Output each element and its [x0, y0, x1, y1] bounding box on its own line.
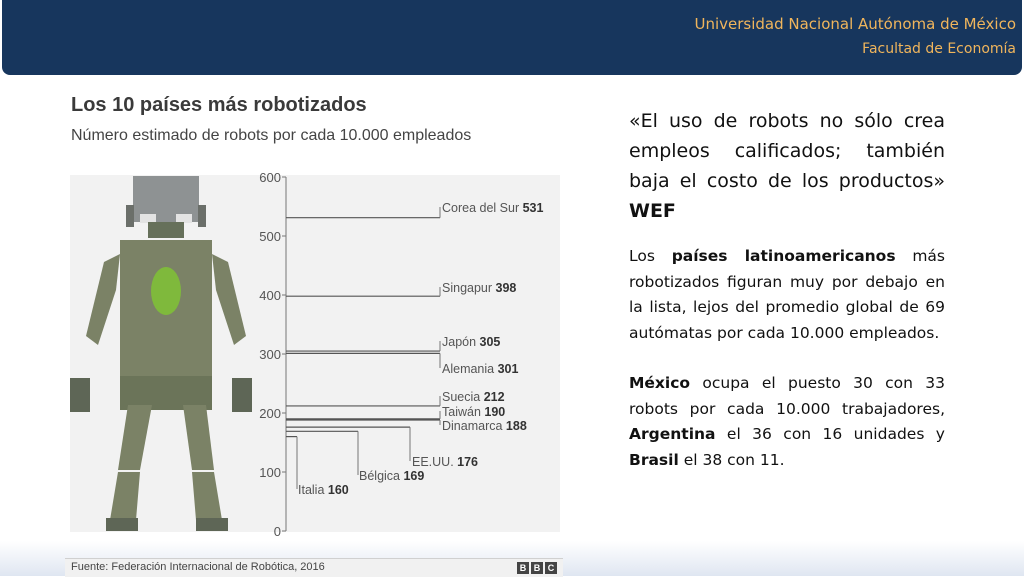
countries-text-1: ocupa el puesto 30 con 33 robots por cada 10.000 trabajadores,: [629, 374, 945, 418]
country-value: 398: [495, 281, 517, 295]
country-value: 176: [457, 455, 479, 469]
country-value: 190: [484, 405, 506, 419]
countries-text-2: el 36 con 16 unidades y: [715, 425, 945, 443]
y-tick-label: 100: [259, 465, 281, 480]
chart-title: Los 10 países más robotizados: [71, 94, 367, 116]
robot-illustration-icon: [70, 176, 252, 531]
wef-quote: [629, 106, 945, 226]
latam-text-1: Los: [629, 247, 672, 265]
y-tick-label: 400: [259, 288, 281, 303]
country-name: Corea del Sur: [442, 201, 523, 215]
country-name: Japón: [442, 335, 480, 349]
quote-author: WEF: [629, 200, 676, 222]
data-label: [442, 201, 544, 215]
brasil-bold: Brasil: [629, 450, 679, 469]
country-value: 301: [497, 362, 519, 376]
argentina-bold: Argentina: [629, 425, 716, 443]
country-name: Italia: [298, 483, 328, 497]
data-label: [442, 335, 500, 349]
data-label: [359, 469, 424, 483]
data-label: [442, 405, 505, 419]
country-name: Dinamarca: [442, 419, 506, 433]
countries-paragraph: [629, 371, 945, 473]
text-panel: [629, 106, 945, 473]
university-name: Universidad Nacional Autónoma de México: [694, 15, 1016, 33]
y-tick-label: 300: [259, 347, 281, 362]
chart-marks: [286, 201, 544, 497]
chart-subtitle: Número estimado de robots por cada 10.000 empleados: [71, 127, 472, 144]
quote-text: «El uso de robots no sólo crea empleos calificados; también baja el costo de los productos»: [629, 110, 945, 192]
y-tick-label: 0: [273, 524, 281, 539]
country-value: 160: [327, 483, 349, 497]
latam-text-2: más robotizados figuran muy por debajo en la lista, lejos del promedio global de 69 autómatas por cada 10.000 empleados.: [629, 247, 945, 342]
data-label: [442, 281, 516, 295]
data-label: [412, 455, 478, 469]
bbc-logo-icon: [517, 562, 557, 574]
data-label: [442, 419, 527, 433]
country-value: 212: [483, 390, 505, 404]
data-label: [442, 362, 518, 376]
latam-paragraph: [629, 244, 945, 346]
source-bar: [65, 558, 563, 577]
bbc-letter-b1: B: [517, 562, 529, 574]
countries-text-3: el 38 con 11.: [678, 450, 785, 469]
country-name: Taiwán: [442, 405, 485, 419]
country-value: 531: [522, 201, 544, 215]
country-name: Bélgica: [359, 469, 404, 483]
data-label: [298, 483, 349, 497]
faculty-name: Facultad de Economía: [862, 41, 1016, 57]
bbc-letter-c: C: [545, 562, 557, 574]
country-value: 305: [479, 335, 501, 349]
y-tick-label: 600: [259, 170, 281, 185]
country-value: 188: [505, 419, 527, 433]
data-label: [442, 390, 505, 404]
country-value: 169: [403, 469, 425, 483]
latam-bold: países latinoamericanos: [671, 247, 896, 265]
country-name: Suecia: [442, 390, 484, 404]
y-tick-label: 200: [259, 406, 281, 421]
source-text: Fuente: Federación Internacional de Robótica, 2016: [71, 561, 325, 573]
y-axis: [259, 170, 286, 539]
mexico-bold: México: [629, 374, 691, 392]
country-name: EE.UU.: [412, 455, 458, 469]
y-tick-label: 500: [259, 229, 281, 244]
country-name: Singapur: [442, 281, 496, 295]
bbc-letter-b2: B: [531, 562, 543, 574]
country-name: Alemania: [442, 362, 498, 376]
